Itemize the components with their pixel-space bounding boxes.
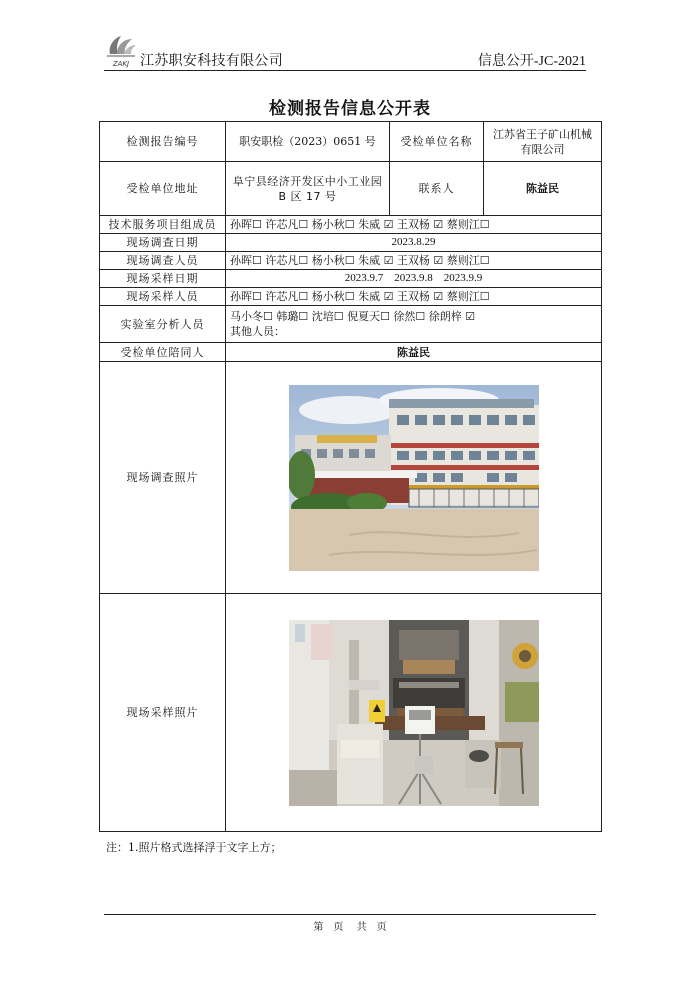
lab-staff-label: 实验室分析人员 [100,306,226,343]
page-header [104,30,586,70]
company-name: 江苏职安科技有限公司 [140,53,283,69]
report-no-value: 职安职检（2023）0651 号 [226,122,390,162]
footnote: 注：1.照片格式选择浮于文字上方； [106,841,282,854]
survey-photo-label: 现场调查照片 [100,362,226,594]
table-row [100,216,602,234]
table-row [100,362,602,594]
survey-staff-value: 孙晖☐ 许芯凡☐ 杨小秋☐ 朱威 ☑ 王双杨 ☑ 蔡则江☐ [226,252,602,270]
table-row [100,288,602,306]
contact-value: 陈益民 [484,162,602,216]
page-footer: 第 页 共 页 [313,922,387,933]
header-divider [104,70,586,71]
team-label: 技术服务项目组成员 [100,216,226,234]
svg-text:ZAKJ: ZAKJ [112,60,130,68]
lab-staff-cell [226,306,602,343]
table-row [100,162,602,216]
footer-divider [104,914,596,915]
escort-label: 受检单位陪同人 [100,343,226,362]
survey-photo [289,385,539,571]
table-row [100,343,602,362]
contact-label: 联系人 [390,162,484,216]
survey-photo-cell [226,362,602,594]
info-table [99,121,602,832]
document-code: 信息公开-JC-2021 [477,54,586,69]
sampling-photo-cell [226,594,602,832]
escort-value: 陈益民 [226,343,602,362]
lab-staff-line-2: 其他人员： [230,325,285,338]
sampling-photo [289,620,539,806]
survey-date-label: 现场调查日期 [100,234,226,252]
team-value: 孙晖☐ 许芯凡☐ 杨小秋☐ 朱威 ☑ 王双杨 ☑ 蔡则江☐ [226,216,602,234]
survey-staff-label: 现场调查人员 [100,252,226,270]
page-title: 检测报告信息公开表 [269,99,431,119]
lab-staff-line-1: 马小冬☐ 韩璐☐ 沈培☐ 倪夏天☐ 徐然☐ 徐朗梓 ☑ [230,310,476,323]
report-no-label: 检测报告编号 [100,122,226,162]
sampling-staff-value: 孙晖☐ 许芯凡☐ 杨小秋☐ 朱威 ☑ 王双杨 ☑ 蔡则江☐ [226,288,602,306]
unit-name-value: 江苏省王子矿山机械有限公司 [484,122,602,162]
sampling-date-value: 2023.9.7 2023.9.8 2023.9.9 [226,270,602,288]
sampling-staff-label: 现场采样人员 [100,288,226,306]
survey-date-value: 2023.8.29 [226,234,602,252]
address-value: 阜宁县经济开发区中小工业园 B 区 17 号 [226,162,390,216]
address-label: 受检单位地址 [100,162,226,216]
table-row [100,234,602,252]
table-row [100,270,602,288]
sampling-date-label: 现场采样日期 [100,270,226,288]
table-row [100,252,602,270]
table-row [100,306,602,343]
company-logo [104,32,138,70]
sampling-photo-label: 现场采样照片 [100,594,226,832]
unit-name-label: 受检单位名称 [390,122,484,162]
table-row [100,122,602,162]
table-row [100,594,602,832]
